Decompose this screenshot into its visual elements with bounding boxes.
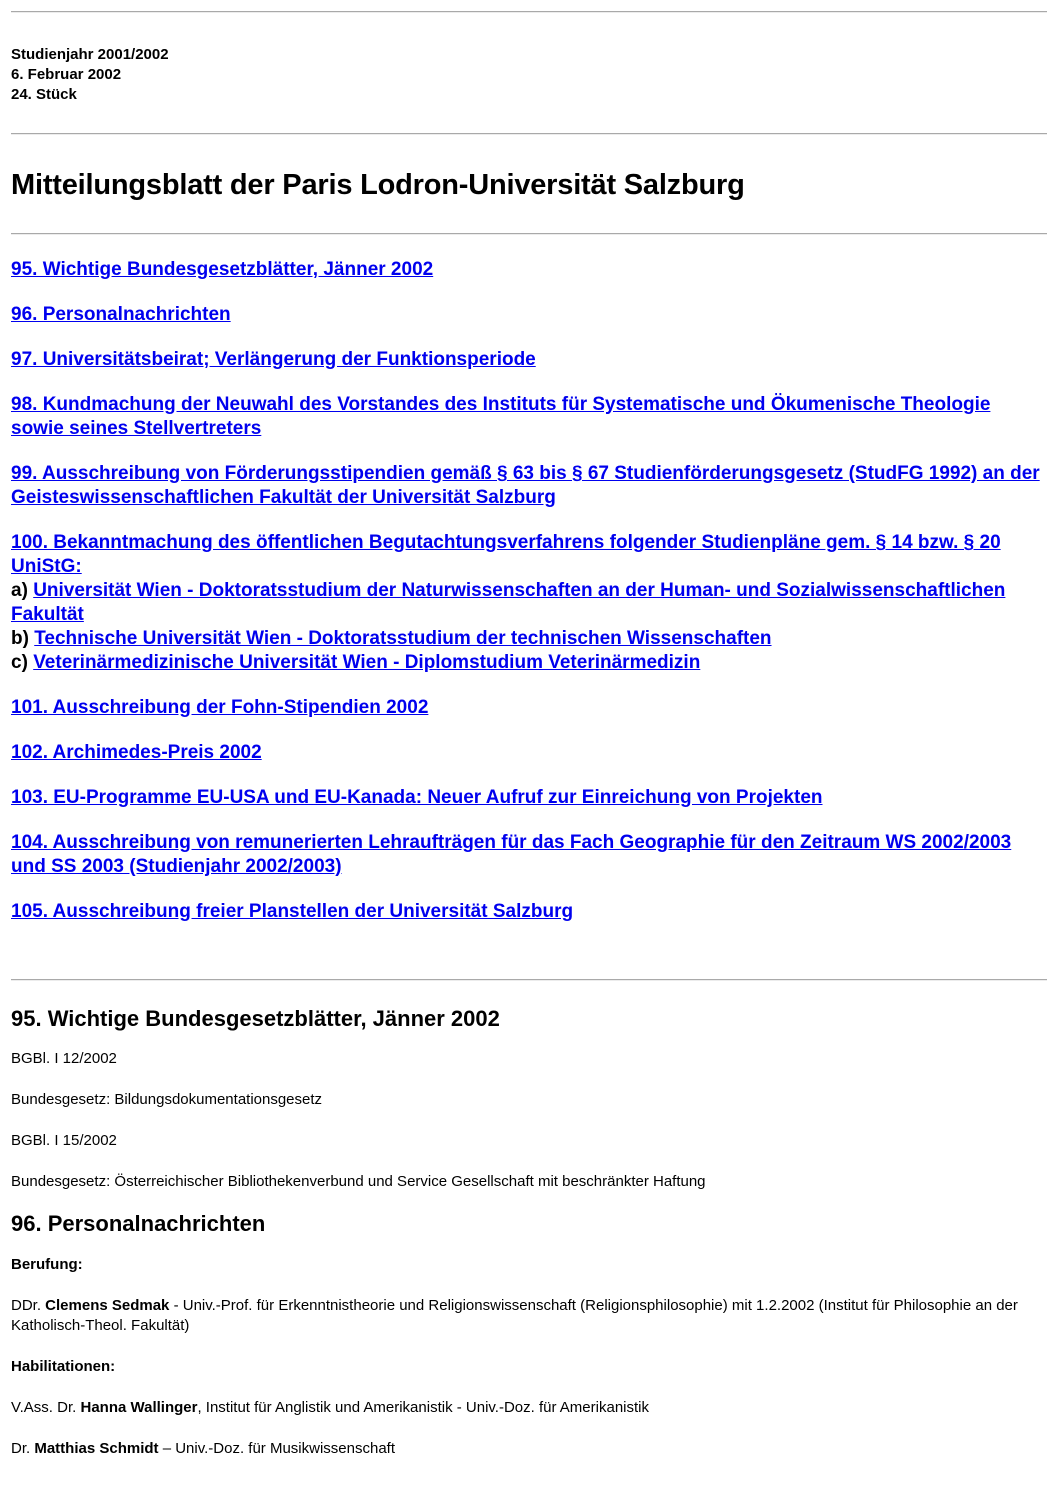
document-page — [0, 11, 1058, 1459]
toc-link-97[interactable]: 97. Universitätsbeirat; Verlängerung der Funktionsperiode — [11, 349, 536, 370]
toc-entry — [11, 741, 1047, 765]
toc-link-102[interactable]: 102. Archimedes-Preis 2002 — [11, 742, 262, 763]
issue-number: 24. Stück — [11, 86, 77, 103]
toc-entry — [11, 900, 1047, 924]
toc-entry — [11, 393, 1047, 441]
toc-link-105[interactable]: 105. Ausschreibung freier Planstellen der Universität Salzburg — [11, 901, 574, 922]
toc-link-100[interactable]: 100. Bekanntmachung des öffentlichen Begutachtungsverfahrens folgender Studienpläne gem. § 14 bzw. § 20 UniStG: — [11, 532, 1001, 577]
toc-link-99[interactable]: 99. Ausschreibung von Förderungsstipendien gemäß § 63 bis § 67 Studienförderungsgesetz (StudFG 1992) an der Geisteswissenschaftlichen Fakultät der Universität Salzburg — [11, 463, 1040, 508]
toc-link-104[interactable]: 104. Ausschreibung von remunerierten Lehraufträgen für das Fach Geographie für den Zeitraum WS 2002/2003 und SS 2003 (Studienjahr 2002/2003) — [11, 832, 1012, 877]
habilitation-entry: V.Ass. Dr. Hanna Wallinger, Institut für Anglistik und Amerikanistik - Univ.-Doz. für Amerikanistik — [11, 1399, 649, 1416]
habilitation-entry: Dr. Matthias Schmidt – Univ.-Doz. für Musikwissenschaft — [11, 1440, 395, 1457]
toc-link-101[interactable]: 101. Ausschreibung der Fohn-Stipendien 2002 — [11, 697, 429, 718]
habilitations-label: Habilitationen: — [11, 1358, 116, 1375]
issue-meta — [11, 45, 1047, 105]
toc-link-98[interactable]: 98. Kundmachung der Neuwahl des Vorstandes des Instituts für Systematische und Ökumenische Theologie sowie seines Stellvertreters — [11, 394, 991, 439]
section-96-heading: 96. Personalnachrichten — [11, 1211, 266, 1236]
gazette-description: Bundesgesetz: Österreichischer Bibliothekenverbund und Service Gesellschaft mit beschränkter Haftung — [11, 1173, 706, 1190]
appointment-entry: DDr. Clemens Sedmak - Univ.-Prof. für Erkenntnistheorie und Religionswissenschaft (Religionsphilosophie) mit 1.2.2002 (Institut für Philosophie an der Katholisch-Theol. Fakultät) — [11, 1297, 1018, 1334]
top-divider — [11, 11, 1047, 13]
toc-entry — [11, 462, 1047, 510]
toc-link-95[interactable]: 95. Wichtige Bundesgesetzblätter, Jänner 2002 — [11, 259, 434, 280]
gazette-number: BGBl. I 15/2002 — [11, 1132, 117, 1149]
section-96 — [11, 1210, 1047, 1459]
toc-entry — [11, 348, 1047, 372]
toc-entry — [11, 258, 1047, 282]
toc-link-103[interactable]: 103. EU-Programme EU-USA und EU-Kanada: Neuer Aufruf zur Einreichung von Projekten — [11, 787, 823, 808]
toc-entry — [11, 831, 1047, 879]
appointment-label: Berufung: — [11, 1256, 83, 1273]
gazette-number: BGBl. I 12/2002 — [11, 1050, 117, 1067]
title-divider — [11, 233, 1047, 235]
content-divider — [11, 979, 1047, 981]
toc-link-100a[interactable]: Universität Wien - Doktoratsstudium der Naturwissenschaften an der Human- und Sozialwissenschaftlichen Fakultät — [11, 580, 1006, 625]
meta-divider — [11, 133, 1047, 135]
toc-entry — [11, 696, 1047, 720]
academic-year: Studienjahr 2001/2002 — [11, 46, 169, 63]
page-title: Mitteilungsblatt der Paris Lodron-Universität Salzburg — [11, 169, 745, 201]
toc-entry — [11, 531, 1047, 675]
toc-link-96[interactable]: 96. Personalnachrichten — [11, 304, 231, 325]
gazette-description: Bundesgesetz: Bildungsdokumentationsgesetz — [11, 1091, 323, 1108]
section-95 — [11, 1005, 1047, 1192]
toc-entry — [11, 786, 1047, 810]
toc-sub-label-b: b) — [11, 628, 29, 649]
toc-entry — [11, 303, 1047, 327]
toc-sub-label-c: c) — [11, 652, 28, 673]
toc-sub-label-a: a) — [11, 580, 28, 601]
issue-date: 6. Februar 2002 — [11, 66, 122, 83]
table-of-contents — [11, 258, 1047, 924]
toc-link-100b[interactable]: Technische Universität Wien - Doktoratsstudium der technischen Wissenschaften — [34, 628, 772, 649]
toc-link-100c[interactable]: Veterinärmedizinische Universität Wien - Diplomstudium Veterinärmedizin — [33, 652, 701, 673]
section-95-heading: 95. Wichtige Bundesgesetzblätter, Jänner 2002 — [11, 1006, 500, 1031]
